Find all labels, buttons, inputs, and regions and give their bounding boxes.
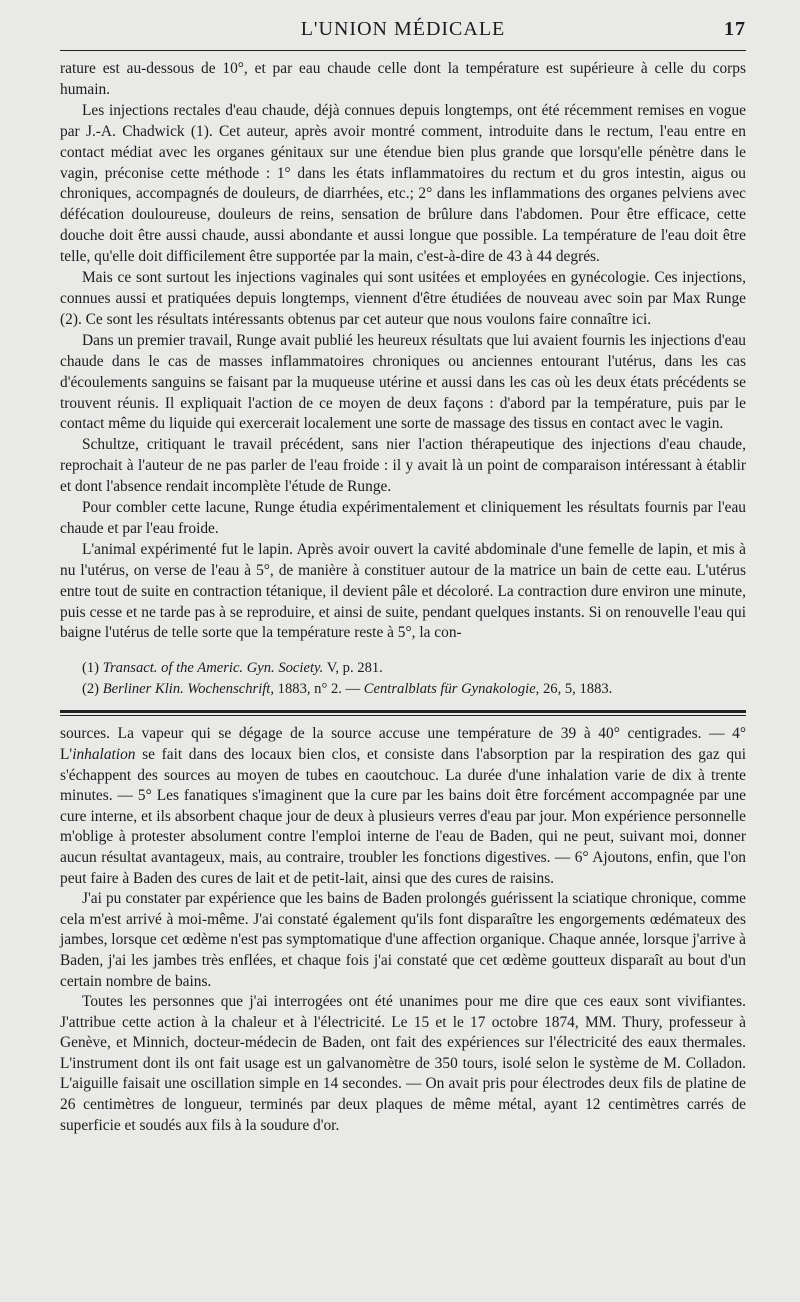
paragraph-rabbit-experiment: L'animal expérimenté fut le lapin. Après avoir ouvert la cavité abdominale d'une femelle de lapin, et mis à nu l'utérus, on verse de l'eau à 5°, de manière à constituer autour de la matrice un bain de cette eau. L'utérus entre tout de suite en contraction tétanique, il devient pâle et décoloré. La contraction dure environ une minute, puis cesse et ne tarde pas à se reproduire, et ainsi de suite, pendant quelques instants. Si on renouvelle l'eau qui baigne l'utérus de telle sorte que la température reste à 5°, la con-	[60, 540, 746, 642]
footnote-2	[60, 679, 746, 700]
article-top	[60, 59, 746, 644]
footnote-1	[60, 658, 746, 679]
footnotes	[60, 658, 746, 700]
page-number: 17	[724, 18, 746, 40]
paragraph-runge-experiments: Pour combler cette lacune, Runge étudia expérimentalement et cliniquement les résultats fournis par l'eau chaude et par l'eau froide.	[60, 499, 746, 537]
paragraph-schultze: Schultze, critiquant le travail précédent, sans nier l'action thérapeutique des injections d'eau chaude, reprochait à l'auteur de ne pas parler de l'eau froide : il y avait là un point de comparaison intéressant à établir et dont l'absence rendait incomplète l'étude de Runge.	[60, 436, 746, 496]
paragraph-continuation: rature est au-dessous de 10°, et par eau chaude celle dont la température est supérieure à celle du corps humain.	[60, 60, 746, 98]
paragraph-runge-first-work: Dans un premier travail, Runge avait publié les heureux résultats que lui avaient fournis les injections d'eau chaude dans le cas de masses inflammatoires chroniques ou anciennes entourant l'utérus, dans les cas d'écoulements sanguins se faisant par la muqueuse utérine et aussi dans les cas où les deux états précédents se trouvent réunis. Il expliquait l'action de ce moyen de deux façons : d'abord par la température, puis par le contact même du liquide qui exercerait localement une sorte de massage des tissus en contact avec le vagin.	[60, 331, 746, 433]
paragraph-baden-cures	[60, 724, 746, 889]
footnote-detail: V, p. 281.	[326, 660, 383, 677]
journal-title: L'UNION MÉDICALE	[300, 18, 506, 40]
text-run: sources. La vapeur qui se dégage de la source accuse une température de 39 à 40° centigrades. — 4° L'	[60, 725, 746, 763]
header-rule	[60, 50, 746, 51]
paragraph-rectal-injections: Les injections rectales d'eau chaude, déjà connues depuis longtemps, ont été récemment remises en vogue par J.-A. Chadwick (1). Cet auteur, après avoir montré comment, introduite dans le rectum, l'eau entre en contact médiat avec les organes génitaux sur une étendue bien plus grande que lorsqu'elle pénètre dans le vagin, préconise cette méthode : 1° dans les états inflammatoires du rectum et du gros intestin, aigus ou chroniques, accompagnés de douleurs, de diarrhées, etc.; 2° dans les inflammations des organes pelviens avec défécation douloureuse, douleurs de reins, sensation de brûlure dans l'abdomen. Pour être efficace, cette douche doit être aussi chaude, aussi abondante et aussi longue que possible. La température de l'eau doit être telle, qu'elle doit difficilement être supportée par la main, c'est-à-dire de 43 à 44 degrés.	[60, 101, 746, 266]
footnote-marker: (1)	[82, 660, 100, 677]
footnote-marker: (2)	[82, 681, 100, 698]
footnote-source-2: Centralblats für Gynakologie,	[363, 681, 540, 698]
footnote-source: Transact. of the Americ. Gyn. Society.	[102, 660, 324, 677]
paragraph-sciatica: J'ai pu constater par expérience que les bains de Baden prolongés guérissent la sciatique chronique, comme cela m'est arrivé à moi-même. J'ai constaté également qu'ils font disparaître les engorgements œdémateux des jambes, lorsque cet œdème n'est pas symptomatique d'une affection organique. Chaque année, lorsque j'arrive à Baden, j'ai les jambes très enflées, et chaque fois j'ai constaté que cet œdème goutteux disparaît au bout d'un certain nombre de bains.	[60, 890, 747, 990]
footnote-source: Berliner Klin. Wochenschrift,	[102, 681, 275, 698]
running-head	[60, 12, 746, 46]
text-run: se fait dans des locaux bien clos, et consiste dans l'absorption par la respiration des gaz qui s'échappent des sources au moyen de tubes en caoutchouc. La durée d'une inhalation varie de dix à trente minutes. — 5° Les fanatiques s'imaginent que la cure par les bains doit être forcément accompagnée par une cure interne, et ils absorbent chaque jour de deux à plusieurs verres d'eau par jour. Mon expérience personnelle m'oblige à protester absolument contre l'emploi interne de l'eau de Baden, qui ne peut, suivant moi, donner aucun résultat avantageux, mais, au contraire, troubler les fonctions digestives. — 6° Ajoutons, enfin, que l'on peut faire à Baden des cures de lait et de petit-lait, ainsi que des cures de raisins.	[60, 745, 746, 887]
paragraph-vaginal-injections: Mais ce sont surtout les injections vaginales qui sont usitées et employées en gynécologie. Ces injections, connues aussi et pratiquées depuis longtemps, viennent d'être étudiées de nouveau avec soin par Max Runge (2). Ce sont les résultats intéressants obtenus par cet auteur que nous voulons faire connaître ici.	[60, 269, 746, 328]
paragraph-electricity: Toutes les personnes que j'ai interrogées ont été unanimes pour me dire que ces eaux sont vivifiantes. J'attribue cette action à la chaleur et à l'électricité. Le 15 et le 17 octobre 1874, MM. Thury, professeur à Genève, et Minnich, docteur-médecin de Baden, ont fait des expériences sur l'électricité des eaux thermales. L'instrument dont ils ont fait usage est un galvanomètre de 350 tours, isolé selon le système de M. Colladon. L'aiguille faisait une oscillation simple en 14 secondes. — On avait pris pour électrodes deux fils de platine de 26 centimètres de longueur, terminés par deux plaques de même métal, ayant 12 centimètres carrés de superficie et soudés aux fils à la soudure d'or.	[60, 993, 746, 1134]
emphasis-inhalation: inhalation	[72, 745, 136, 763]
footnote-detail-2: 26, 5, 1883.	[542, 681, 613, 698]
footnote-detail: 1883, n° 2. —	[277, 681, 361, 698]
section-divider	[60, 710, 746, 716]
article-bottom	[60, 724, 746, 1136]
